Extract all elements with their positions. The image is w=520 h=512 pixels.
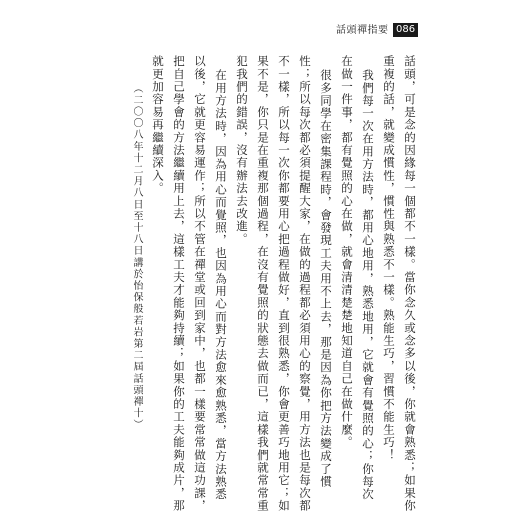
text-column: 在用方法時，因為用心而覺照，也因為用心而對方法愈來愈熟悉，當方法熟悉 (214, 69, 228, 501)
running-title: 話頭禪指要 (336, 25, 389, 36)
text-column: 不一樣，所以每一次你都要用心把過程做好，直到很熟悉，你會更善巧地用它；如 (277, 55, 291, 512)
text-column: 犯我們的錯誤，沒有辦法去改進。 (235, 55, 249, 246)
text-column: 果不是，你只是在重複那個過程，在沒有覺照的狀態去做而已，這樣我們就常常重 (256, 55, 270, 512)
page-number: 086 (393, 23, 418, 37)
text-column: 把自己學會的方法繼續用上去，這樣工夫才能夠持續；如果你的工夫能夠成片，那 (172, 55, 186, 512)
text-body (131, 55, 417, 512)
text-column: 以後，它就更容易運作；所以不管在禪堂或回到家中，也都一樣要常常做這功課， (193, 55, 207, 512)
text-column: 就更加容易再繼續深入。 (151, 55, 165, 195)
text-column: 在做一件事，都有覺照的心在做，就會清清楚楚地知道自己在做什麼。 (340, 55, 354, 449)
text-column: 話頭，可是念的因緣每一個都不一樣。當你念久或念多以後，你就會熟悉；如果你 (403, 55, 417, 512)
text-column: 性；所以每次都必須提醒大家，在做的過程都必須用心的察覺，用方法也是每次都 (298, 55, 312, 512)
text-column: 很多同學在密集課程時，會發現工夫用不上去，那是因為你把方法變成了慣 (319, 69, 333, 489)
text-column: 我們每一次在用方法時，都用心地用，熟悉地用，它就會有覺照的心；你每次 (361, 69, 375, 501)
text-column: 重複的話，就變成慣性，慣性與熟悉不一樣。熟能生巧，習慣不能生巧！ (382, 55, 396, 462)
signature-note: （二〇〇八年十二月八日至十八日講於怡保般若岩第二屆話頭禪十） (131, 83, 142, 431)
